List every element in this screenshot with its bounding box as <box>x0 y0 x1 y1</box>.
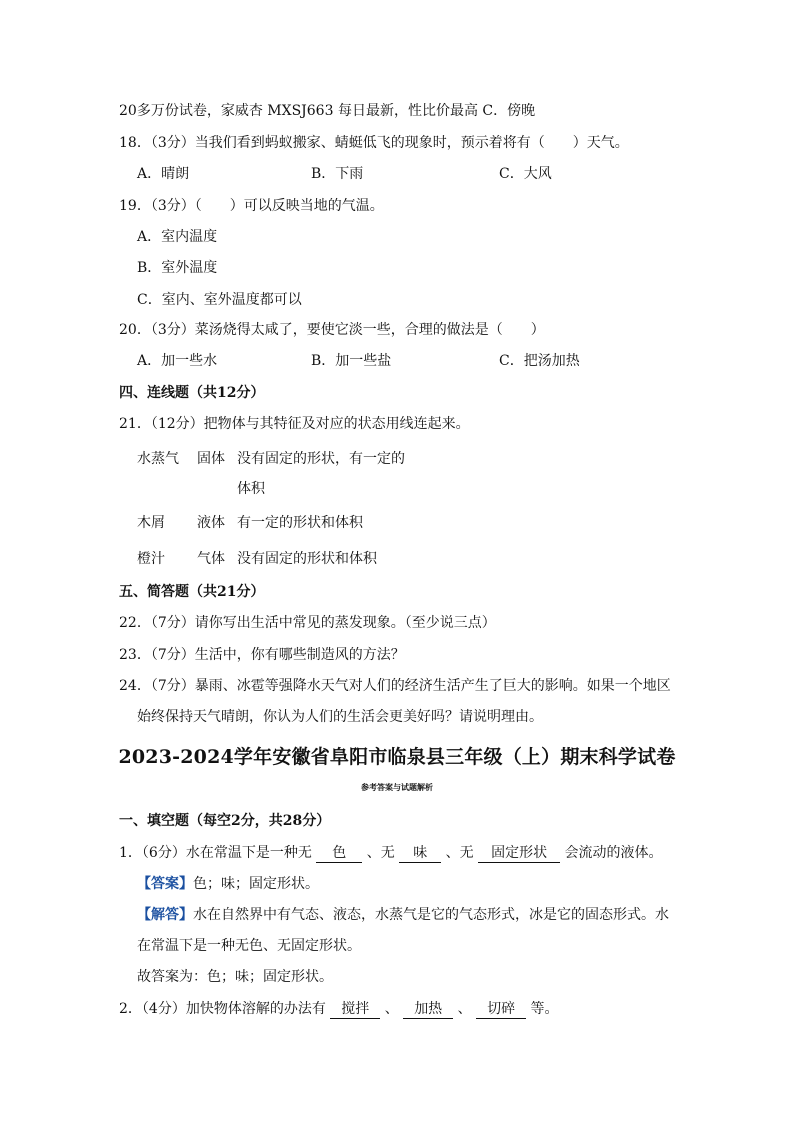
answer-1-explanation <box>137 905 669 925</box>
question-24-line-2: 始终保持天气晴朗，你认为人们的生活会更美好吗？请说明理由。 <box>137 709 543 725</box>
answer-2-sep-1: 、 <box>384 1001 399 1017</box>
answer-2-blank-2: 加热 <box>403 1000 453 1019</box>
question-21-stem: 21．（12分）把物体与其特征及对应的状态用线连起来。 <box>119 416 470 432</box>
header-line: 20多万份试卷，家威杏 MXSJ663 每日最新，性比价最高 C．傍晚 <box>119 103 536 119</box>
question-19-option-c: C．室内、室外温度都可以 <box>137 292 302 308</box>
answer-2-suffix: 等。 <box>530 1001 559 1017</box>
answer-section-1-heading: 一、填空题（每空2分，共28分） <box>119 813 331 829</box>
feature-3: 没有固定的形状和体积 <box>237 551 377 567</box>
answer-1-prefix: 1．（6分）水在常温下是一种无 <box>119 845 312 861</box>
answer-1-blank-1: 色 <box>316 844 362 863</box>
answer-2-blank-3: 切碎 <box>476 1000 526 1019</box>
answer-2-sep-2: 、 <box>457 1001 472 1017</box>
object-sawdust: 木屑 <box>137 515 165 531</box>
question-19-stem: 19．（3分）（ ）可以反映当地的气温。 <box>119 198 384 214</box>
option-a: A．晴朗 <box>137 166 190 182</box>
feature-1: 没有固定的形状，有一定的 <box>237 451 405 467</box>
question-18-stem: 18．（3分）当我们看到蚂蚁搬家、蜻蜓低飞的现象时，预示着将有（ ）天气。 <box>119 135 629 151</box>
question-19-option-a: A．室内温度 <box>137 229 218 245</box>
answer-1-answer <box>137 874 319 894</box>
answer-tag: 【答案】 <box>137 876 193 892</box>
state-liquid: 液体 <box>197 515 225 531</box>
answer-2-prefix: 2．（4分）加快物体溶解的办法有 <box>119 1001 326 1017</box>
exam-title: 2023-2024学年安徽省阜阳市临泉县三年级（上）期末科学试卷 <box>118 746 676 768</box>
state-solid: 固体 <box>197 451 225 467</box>
answer-2-stem <box>119 999 559 1019</box>
answer-2-blank-1: 搅拌 <box>330 1000 380 1019</box>
question-24-line-1: 24．（7分）暴雨、冰雹等强降水天气对人们的经济生活产生了巨大的影响。如果一个地区 <box>119 678 671 694</box>
answer-subtitle: 参考答案与试题解析 <box>361 783 433 792</box>
answer-1-blank-3: 固定形状 <box>478 844 560 863</box>
answer-1-explanation-line-2: 在常温下是一种无色、无固定形状。 <box>137 938 361 954</box>
answer-1-mid-2: 、无 <box>445 845 474 861</box>
question-19-option-b: B．室外温度 <box>137 260 218 276</box>
answer-1-mid-1: 、无 <box>366 845 395 861</box>
option-a: A．加一些水 <box>137 353 218 369</box>
section-4-heading: 四、连线题（共12分） <box>119 385 265 401</box>
option-b: B．下雨 <box>311 166 364 182</box>
object-orange-juice: 橙汁 <box>137 551 165 567</box>
option-c: C．大风 <box>499 166 552 182</box>
question-23: 23．（7分）生活中，你有哪些制造风的方法？ <box>119 647 405 663</box>
object-water-vapor: 水蒸气 <box>137 451 179 467</box>
option-c: C．把汤加热 <box>499 353 580 369</box>
answer-1-stem <box>119 843 663 863</box>
answer-text: 色；味；固定形状。 <box>193 876 319 892</box>
question-22: 22．（7分）请你写出生活中常见的蒸发现象。（至少说三点） <box>119 615 496 631</box>
feature-1-cont: 体积 <box>237 481 265 497</box>
option-b: B．加一些盐 <box>311 353 392 369</box>
explain-tag: 【解答】 <box>137 907 193 923</box>
section-5-heading: 五、简答题（共21分） <box>119 584 265 600</box>
answer-1-blank-2: 味 <box>399 844 441 863</box>
state-gas: 气体 <box>197 551 225 567</box>
feature-2: 有一定的形状和体积 <box>237 515 363 531</box>
question-20-stem: 20．（3分）菜汤烧得太咸了，要使它淡一些，合理的做法是（ ） <box>119 322 545 338</box>
explain-line-1: 水在自然界中有气态、液态，水蒸气是它的气态形式，冰是它的固态形式。水 <box>193 907 669 923</box>
answer-1-conclusion: 故答案为：色；味；固定形状。 <box>137 969 333 985</box>
answer-1-suffix: 会流动的液体。 <box>564 845 663 861</box>
